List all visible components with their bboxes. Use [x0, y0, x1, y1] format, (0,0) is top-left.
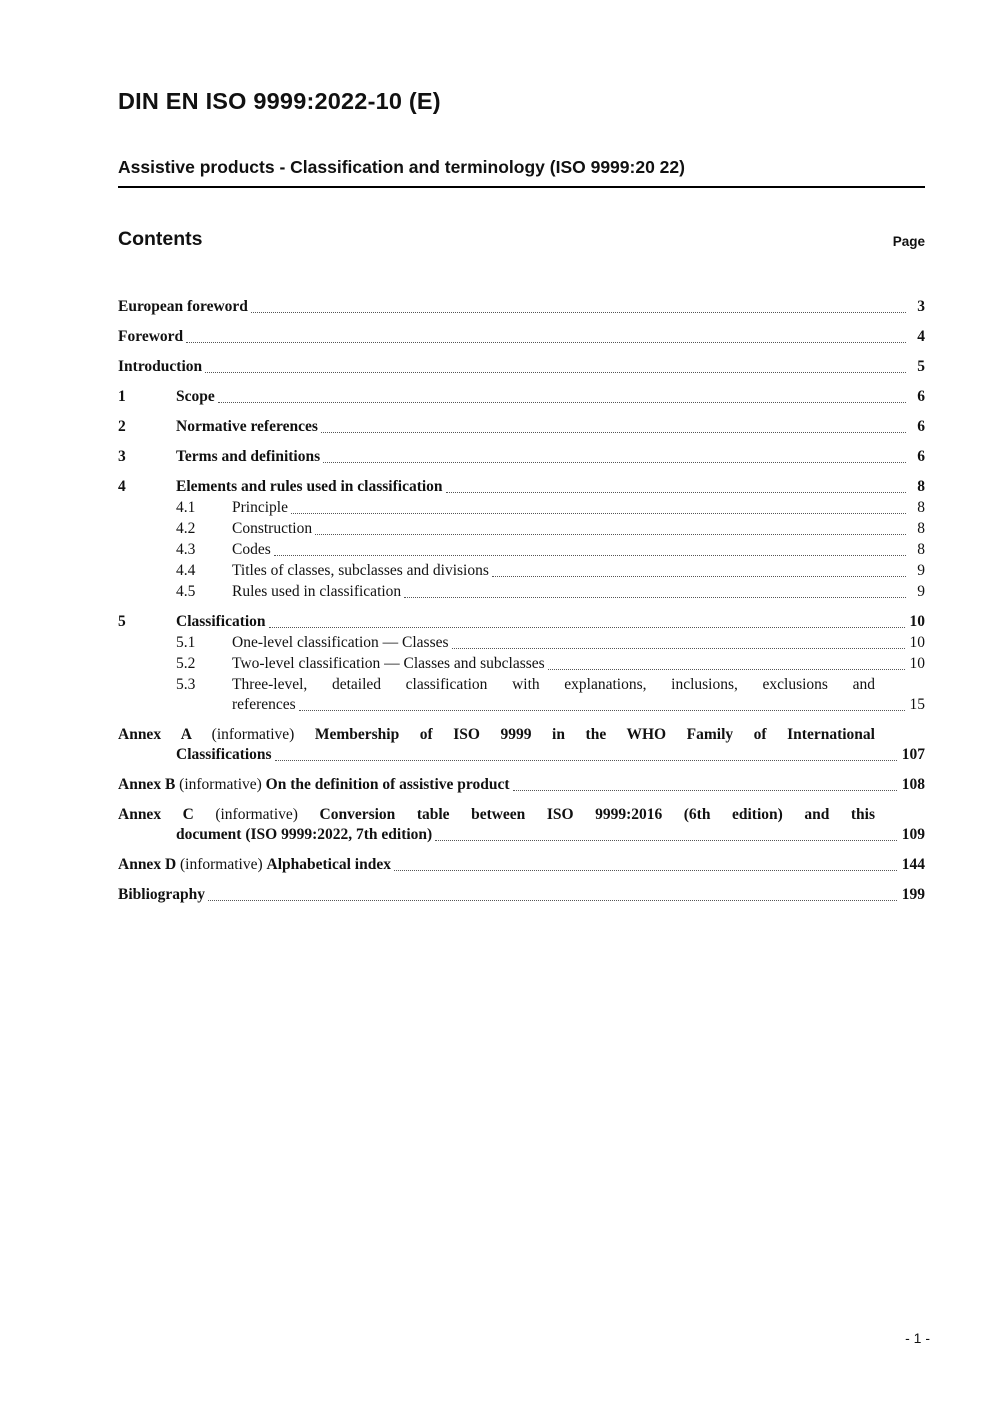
dotted-leader — [321, 417, 906, 437]
toc-entry — [118, 633, 925, 653]
toc-entry — [118, 498, 925, 518]
toc-entry-page: 144 — [901, 856, 925, 873]
toc-entry-number: 3 — [118, 448, 126, 465]
document-subtitle: Assistive products - Classification and terminology (ISO 9999:20 22) — [118, 157, 685, 177]
toc-entry-page: 6 — [917, 448, 925, 465]
dotted-leader — [299, 695, 905, 715]
toc-entry-page: 10 — [909, 634, 925, 651]
toc-entry-label: Annex A — [118, 726, 212, 743]
toc-entry-page: 3 — [917, 298, 925, 315]
toc-entry — [118, 885, 925, 905]
toc-entry-number: 5.1 — [176, 634, 196, 651]
toc-entry — [118, 654, 925, 674]
page-footer-number: - 1 - — [905, 1330, 930, 1346]
toc-entry-label: Three-level, detailed classification with explanations, inclusions, exclusions and — [232, 676, 875, 693]
contents-header-row — [118, 228, 925, 251]
toc-entry — [118, 297, 925, 317]
toc-entry-label: references — [232, 696, 296, 713]
toc-entry-label: Annex B — [118, 776, 180, 793]
toc-entry-number: 5 — [118, 613, 126, 630]
dotted-leader — [186, 327, 906, 347]
dotted-leader — [394, 855, 897, 875]
toc-entry-page: 8 — [917, 541, 925, 558]
toc-entry-label: Introduction — [118, 358, 203, 375]
dotted-leader — [275, 745, 897, 765]
toc-entry-page: 6 — [917, 388, 925, 405]
toc-entry-page: 8 — [917, 478, 925, 495]
toc-entry-page: 199 — [901, 886, 925, 903]
toc-entry-label: (informative) — [179, 776, 266, 793]
toc-entry-label: Scope — [176, 388, 215, 405]
toc-entry-number: 4.4 — [176, 562, 196, 579]
toc-entry-label: Elements and rules used in classification — [176, 478, 443, 495]
toc-entry-label: Rules used in classification — [232, 583, 402, 600]
toc-entry — [118, 447, 925, 467]
dotted-leader — [446, 477, 906, 497]
toc-entry-page: 108 — [901, 776, 925, 793]
toc-entry-page: 10 — [909, 613, 925, 630]
toc-entry-label: Titles of classes, subclasses and divisions — [232, 562, 489, 579]
toc-entry — [118, 417, 925, 437]
page-column-label: Page — [892, 234, 925, 249]
toc-entry-label: Terms and definitions — [176, 448, 321, 465]
dotted-leader — [269, 612, 905, 632]
toc-entry-label: Codes — [232, 541, 271, 558]
toc-entry — [118, 805, 925, 845]
dotted-leader — [291, 498, 906, 518]
toc-entry-label: Alphabetical index — [266, 856, 391, 873]
toc-entry-label: Classifications — [176, 746, 272, 763]
toc-entry-number: 4 — [118, 478, 126, 495]
toc-entry-page: 8 — [917, 499, 925, 516]
toc-entry-label: document (ISO 9999:2022, 7th edition) — [176, 826, 433, 843]
toc-entry — [118, 675, 925, 715]
toc-entry — [118, 855, 925, 875]
document-id: DIN EN ISO 9999:2022-10 (E) — [118, 88, 441, 114]
toc-entry-page: 9 — [917, 583, 925, 600]
toc-entry — [118, 477, 925, 497]
toc-entry-label: Construction — [232, 520, 313, 537]
toc-entry — [118, 357, 925, 377]
toc-entry-label: Normative references — [176, 418, 318, 435]
toc-entry-number: 5.2 — [176, 655, 196, 672]
toc-entry-label: Conversion table between ISO 9999:2016 (6th edition) and this — [319, 806, 875, 823]
toc-entry — [118, 582, 925, 602]
toc-entry-number: 4.1 — [176, 499, 196, 516]
dotted-leader — [452, 633, 905, 653]
toc-entry-label: (informative) — [211, 726, 315, 743]
toc-entry-page: 4 — [917, 328, 925, 345]
toc-entry-page: 9 — [917, 562, 925, 579]
toc-entry-label: Annex D — [118, 856, 181, 873]
toc-entry-label: Two-level classification — Classes and subclasses — [232, 655, 545, 672]
toc-entry-number: 2 — [118, 418, 126, 435]
toc-entry — [118, 725, 925, 765]
dotted-leader — [274, 540, 906, 560]
toc-entry — [118, 327, 925, 347]
toc-entry-label: European foreword — [118, 298, 248, 315]
toc-entry-label: (informative) — [215, 806, 320, 823]
toc-entry-label: Bibliography — [118, 886, 205, 903]
dotted-leader — [205, 357, 906, 377]
toc-list — [118, 297, 925, 905]
toc-entry-page: 6 — [917, 418, 925, 435]
toc-entry — [118, 561, 925, 581]
dotted-leader — [323, 447, 906, 467]
dotted-leader — [251, 297, 906, 317]
dotted-leader — [315, 519, 906, 539]
dotted-leader — [492, 561, 906, 581]
toc-entry-number: 4.2 — [176, 520, 196, 537]
toc-entry-number: 5.3 — [176, 676, 196, 693]
toc-entry — [118, 387, 925, 407]
toc-entry-label: On the definition of assistive product — [265, 776, 510, 793]
toc-entry-number: 4.3 — [176, 541, 196, 558]
toc-entry — [118, 775, 925, 795]
toc-entry-label: Membership of ISO 9999 in the WHO Family of International — [314, 726, 875, 743]
toc-entry-page: 107 — [901, 746, 925, 763]
toc-entry-label: Foreword — [118, 328, 184, 345]
toc-entry-label: Annex C — [118, 806, 216, 823]
toc-entry-number: 1 — [118, 388, 126, 405]
dotted-leader — [208, 885, 897, 905]
dotted-leader — [548, 654, 905, 674]
toc-entry-label: Classification — [176, 613, 266, 630]
toc-entry-page: 109 — [901, 826, 925, 843]
toc-entry-page: 8 — [917, 520, 925, 537]
dotted-leader — [435, 825, 897, 845]
contents-heading: Contents — [118, 228, 203, 250]
toc-entry-label: One-level classification — Classes — [232, 634, 449, 651]
toc-entry-label: Principle — [232, 499, 288, 516]
toc-entry — [118, 519, 925, 539]
dotted-leader — [404, 582, 906, 602]
dotted-leader — [218, 387, 906, 407]
toc-entry-number: 4.5 — [176, 583, 196, 600]
toc-entry-page: 5 — [917, 358, 925, 375]
toc-entry-page: 15 — [909, 696, 925, 713]
document-subtitle-block — [118, 157, 925, 188]
toc-entry-label: (informative) — [180, 856, 267, 873]
toc-entry-page: 10 — [909, 655, 925, 672]
toc-entry — [118, 612, 925, 632]
dotted-leader — [513, 775, 897, 795]
toc-entry — [118, 540, 925, 560]
